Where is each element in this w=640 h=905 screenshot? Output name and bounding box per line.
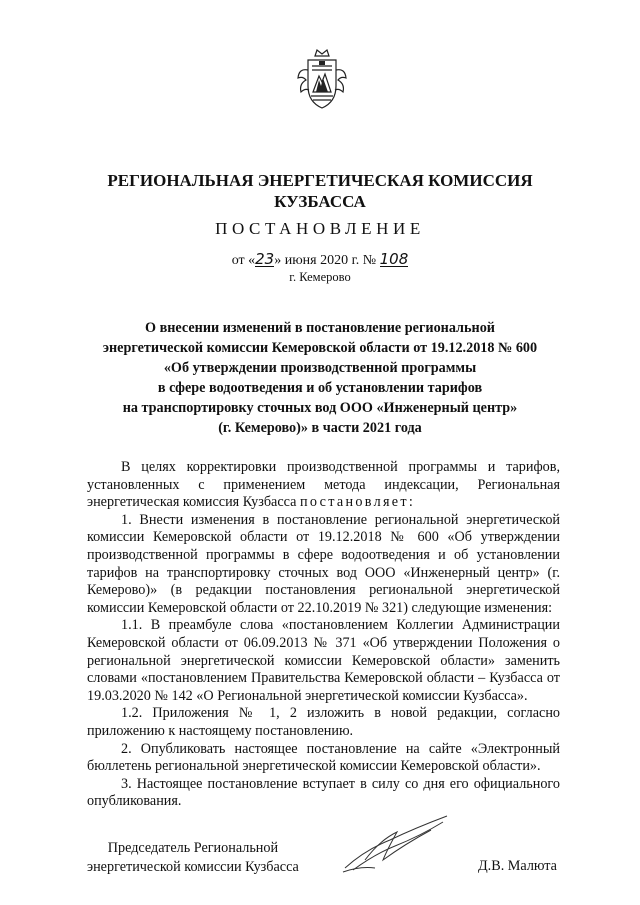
subject-line: в сфере водоотведения и об установлении тарифов: [157, 380, 483, 396]
organization-name: РЕГИОНАЛЬНАЯ ЭНЕРГЕТИЧЕСКАЯ КОМИССИЯ: [107, 171, 533, 190]
intro-text: В целях корректировки производственной программы и тарифов, установленных с применением метода индексации, Региональная энергетическая комиссия Кузбасса: [87, 459, 560, 511]
position-line: энергетической комиссии Кузбасса: [87, 859, 299, 875]
document-subject: [80, 318, 560, 438]
document-type: ПОСТАНОВЛЕНИЕ: [215, 219, 425, 238]
city: г. Кемерово: [289, 270, 351, 284]
subject-line: энергетической комиссии Кемеровской области от 19.12.2018 № 600: [102, 340, 538, 356]
resolves-word: постановляет:: [299, 494, 416, 511]
handwritten-signature: [335, 810, 455, 880]
paragraph-1: 1. Внести изменения в постановление региональной энергетической комиссии Кемеровской области от 19.12.2018 № 600 «Об утверждении производственной программы в сфере водоотведения и об установлении тарифов на транспортировку сточных вод ООО «Инженерный центр» (г. Кемерово)» (в редакции постановления региональной энергетической комиссии Кемеровской области от 22.10.2019 № 321) следующие изменения:: [87, 511, 560, 616]
subject-line: (г. Кемерово)» в части 2021 года: [218, 420, 422, 436]
organization-name-line2: КУЗБАССА: [274, 192, 366, 211]
position-line: Председатель Региональной: [107, 840, 279, 856]
paragraph-2: 2. Опубликовать настоящее постановление на сайте «Электронный бюллетень региональной энергетической комиссии Кемеровской области».: [87, 740, 560, 775]
date-line: [0, 252, 640, 269]
date-month-year: » июня 2020 г. №: [274, 253, 377, 268]
date-prefix: от «: [231, 253, 256, 268]
paragraph-1-2: 1.2. Приложения № 1, 2 изложить в новой редакции, согласно приложению к настоящему постановлению.: [87, 705, 560, 739]
subject-line: О внесении изменений в постановление региональной: [145, 320, 495, 336]
paragraph-1-1: 1.1. В преамбуле слова «постановлением Коллегии Администрации Кемеровской области от 06.09.2013 № 371 «Об утверждении Положения о региональной энергетической комиссии Кемеровской области» заменить словами «постановлением Правительства Кемеровской области – Кузбасса от 19.03.2020 № 142 «О Региональной энергетической комиссии Кузбасса».: [87, 617, 560, 704]
coat-of-arms-icon: [295, 46, 349, 112]
document-body: [87, 459, 560, 811]
signatory-name: Д.В. Малюта: [478, 858, 557, 874]
subject-line: «Об утверждении производственной программы: [163, 360, 477, 376]
subject-line: на транспортировку сточных вод ООО «Инженерный центр»: [122, 400, 518, 416]
document-number: 108: [379, 250, 409, 268]
intro-paragraph: [87, 459, 560, 512]
paragraph-3: 3. Настоящее постановление вступает в силу со дня его официального опубликования.: [87, 775, 560, 810]
date-day: 23: [255, 250, 275, 268]
signatory-position: [87, 839, 299, 877]
